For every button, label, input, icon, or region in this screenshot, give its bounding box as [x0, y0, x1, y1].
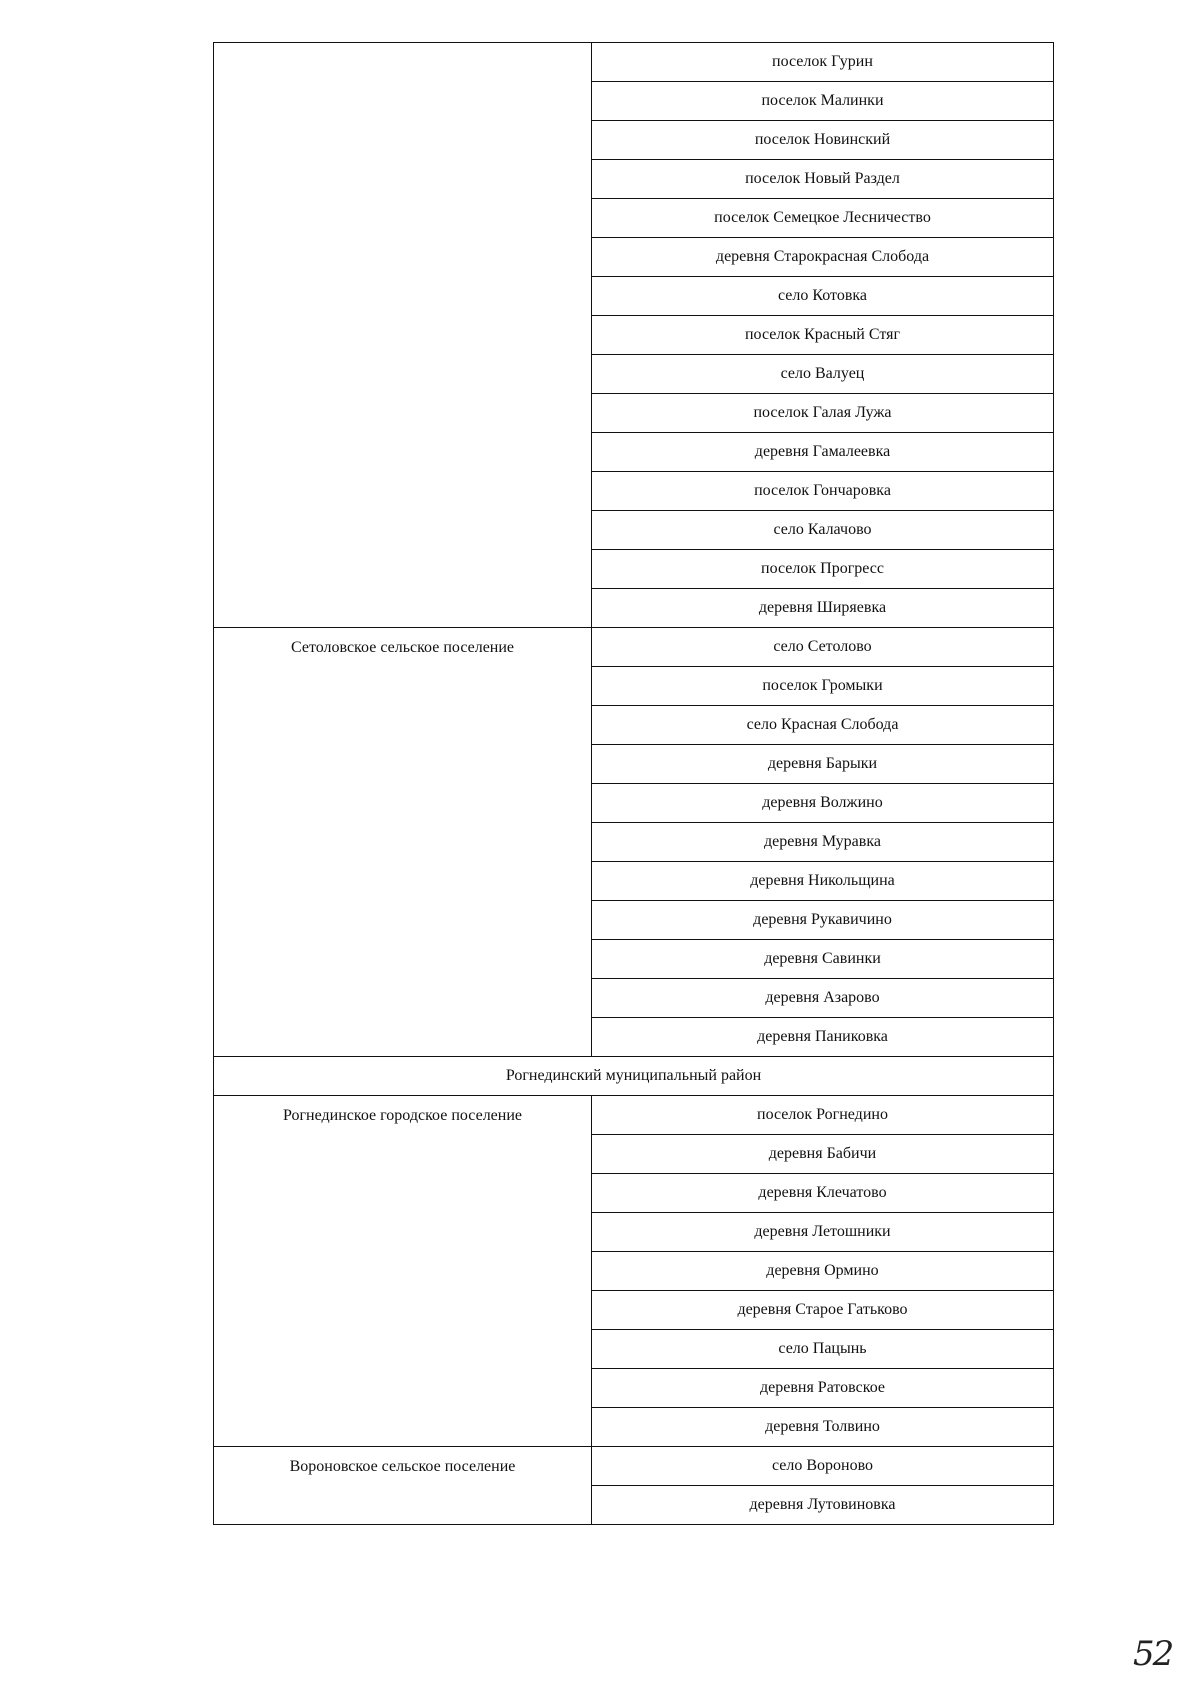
locality-name: поселок Громыки [592, 667, 1054, 706]
locality-name: деревня Ширяевка [592, 589, 1054, 628]
locality-name: поселок Новинский [592, 121, 1054, 160]
locality-name: поселок Галая Лужа [592, 394, 1054, 433]
settlement-name: Вороновское сельское поселение [214, 1447, 592, 1525]
locality-name: село Сетолово [592, 628, 1054, 667]
locality-name: поселок Новый Раздел [592, 160, 1054, 199]
page-number: 52 [1133, 1634, 1173, 1674]
settlement-name: Рогнединское городское поселение [214, 1096, 592, 1447]
locality-name: поселок Семецкое Лесничество [592, 199, 1054, 238]
locality-name: деревня Толвино [592, 1408, 1054, 1447]
locality-name: поселок Рогнедино [592, 1096, 1054, 1135]
locality-name: деревня Савинки [592, 940, 1054, 979]
locality-name: поселок Красный Стяг [592, 316, 1054, 355]
locality-name: деревня Никольщина [592, 862, 1054, 901]
settlements-table [213, 42, 1054, 1525]
locality-name: деревня Барыки [592, 745, 1054, 784]
locality-name: деревня Азарово [592, 979, 1054, 1018]
locality-name: деревня Волжино [592, 784, 1054, 823]
locality-name: деревня Летошники [592, 1213, 1054, 1252]
locality-name: деревня Ормино [592, 1252, 1054, 1291]
table-row [214, 1096, 1054, 1135]
locality-name: село Калачово [592, 511, 1054, 550]
settlements-table-body [214, 43, 1054, 1525]
locality-name: деревня Старое Гатьково [592, 1291, 1054, 1330]
settlement-name: Сетоловское сельское поселение [214, 628, 592, 1057]
locality-name: деревня Ратовское [592, 1369, 1054, 1408]
locality-name: поселок Малинки [592, 82, 1054, 121]
locality-name: деревня Гамалеевка [592, 433, 1054, 472]
locality-name: поселок Гончаровка [592, 472, 1054, 511]
locality-name: село Котовка [592, 277, 1054, 316]
locality-name: деревня Бабичи [592, 1135, 1054, 1174]
locality-name: деревня Лутовиновка [592, 1486, 1054, 1525]
table-row [214, 43, 1054, 82]
locality-name: поселок Прогресс [592, 550, 1054, 589]
locality-name: деревня Муравка [592, 823, 1054, 862]
locality-name: поселок Гурин [592, 43, 1054, 82]
locality-name: деревня Рукавичино [592, 901, 1054, 940]
locality-name: село Пацынь [592, 1330, 1054, 1369]
locality-name: село Вороново [592, 1447, 1054, 1486]
district-name: Рогнединский муниципальный район [214, 1057, 1054, 1096]
locality-name: деревня Старокрасная Слобода [592, 238, 1054, 277]
locality-name: село Красная Слобода [592, 706, 1054, 745]
locality-name: деревня Клечатово [592, 1174, 1054, 1213]
district-row [214, 1057, 1054, 1096]
table-row [214, 1447, 1054, 1486]
locality-name: деревня Паниковка [592, 1018, 1054, 1057]
settlement-name [214, 43, 592, 628]
table-row [214, 628, 1054, 667]
locality-name: село Валуец [592, 355, 1054, 394]
